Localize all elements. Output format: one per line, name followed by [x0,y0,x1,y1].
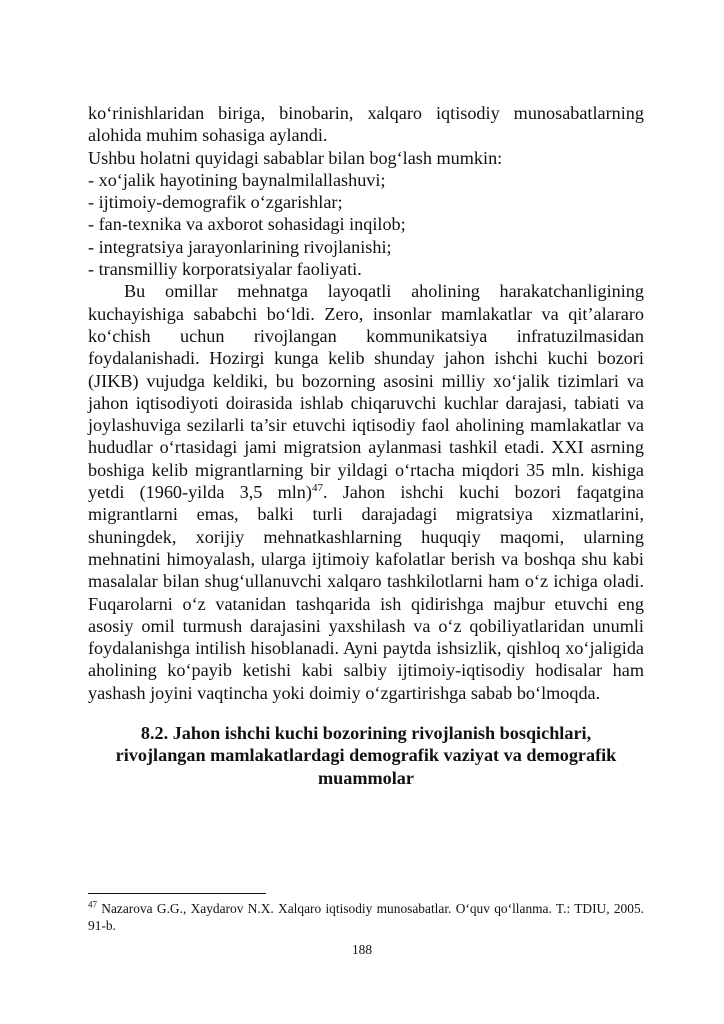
list-item: - fan-texnika va axborot sohasidagi inqilob; [88,214,406,235]
list-item: - ijtimoiy-demografik o‘zgarishlar; [88,192,343,213]
footnote-text: Nazarova G.G., Xaydarov N.X. Xalqaro iqtisodiy munosabatlar. O‘quv qo‘llanma. T.: TDIU, 2005. 91-b. [88,901,644,933]
paragraph-continued: ko‘rinishlaridan biriga, binobarin, xalqaro iqtisodiy munosabatlarning alohida muhim sohasiga aylandi. [88,103,644,146]
page-content [88,102,644,789]
footnote-reference[interactable]: 47 [311,481,323,494]
paragraph-main-part1: Bu omillar mehnatga layoqatli aholining harakatchanligining kuchayishiga sababchi bo‘ldi. Zero, insonlar mamlakatlar va qit’alararo ko‘chish uchun rivojlangan kommunikatsiya infratuzilmasidan foydalanishadi. Hozirgi kunga kelib shunday jahon ishchi kuchi bozori (JIKB) vujudga keldiki, bu bozorning asosini milliy xo‘jalik tizimlari va jahon iqtisodiyoti doirasida ishlab chiqaruvchi kuchlar darajasi, tabiati va joylashuviga sezilarli ta’sir etuvchi iqtisodiy faol aholining mamlakatlar va hududlar o‘rtasidagi jami migratsion aylanmasi tashkil etadi. XXI asrning boshiga kelib migrantlarning bir yildagi o‘rtacha miqdori 35 mln. kishiga yetdi (1960-yilda 3,5 mln) [88,281,644,503]
body-text [88,102,644,704]
paragraph-intro: Ushbu holatni quyidagi sabablar bilan bog‘lash mumkin: [88,147,503,168]
list-item: - integratsiya jarayonlarining rivojlanishi; [88,236,392,257]
page-number: 188 [351,942,373,957]
paragraph-main-part2: . Jahon ishchi kuchi bozori faqatgina migrantlarni emas, balki turli darajadagi migratsiya xizmatlarini, shuningdek, xorijiy mehnatkashlarning huquqiy maqomi, ularning mehnatini himoyalash, ularga ijtimoiy kafolatlar berish va boshqa shu kabi masalalar bilan shug‘ullanuvchi xalqaro tashkilotlarni ham o‘z ichiga oladi. Fuqarolarni o‘z vatanidan tashqarida ish qidirishga majbur etuvchi eng asosiy omil turmush darajasini yaxshilash va o‘z qobiliyatlaridan unumli foydalanishga intilish hisoblanadi. Ayni paytda ishsizlik, qishloq xo‘jaligida aholining ko‘payib ketishi kabi salbiy ijtimoiy-iqtisodiy hodisalar ham yashash joyini vaqtincha yoki doimiy o‘zgartirishga sabab bo‘lmoqda. [88,482,644,703]
footnote [88,900,644,934]
list-item: - xo‘jalik hayotining baynalmilallashuvi; [88,169,386,190]
section-heading: 8.2. Jahon ishchi kuchi bozorining rivojlanish bosqichlari, rivojlangan mamlakatlardagi demografik vaziyat va demografik muammolar [115,723,617,788]
footnote-divider [88,893,266,894]
paragraph-main [88,280,644,704]
list-item: - transmilliy korporatsiyalar faoliyati. [88,259,362,280]
footnote-number: 47 [88,899,97,910]
